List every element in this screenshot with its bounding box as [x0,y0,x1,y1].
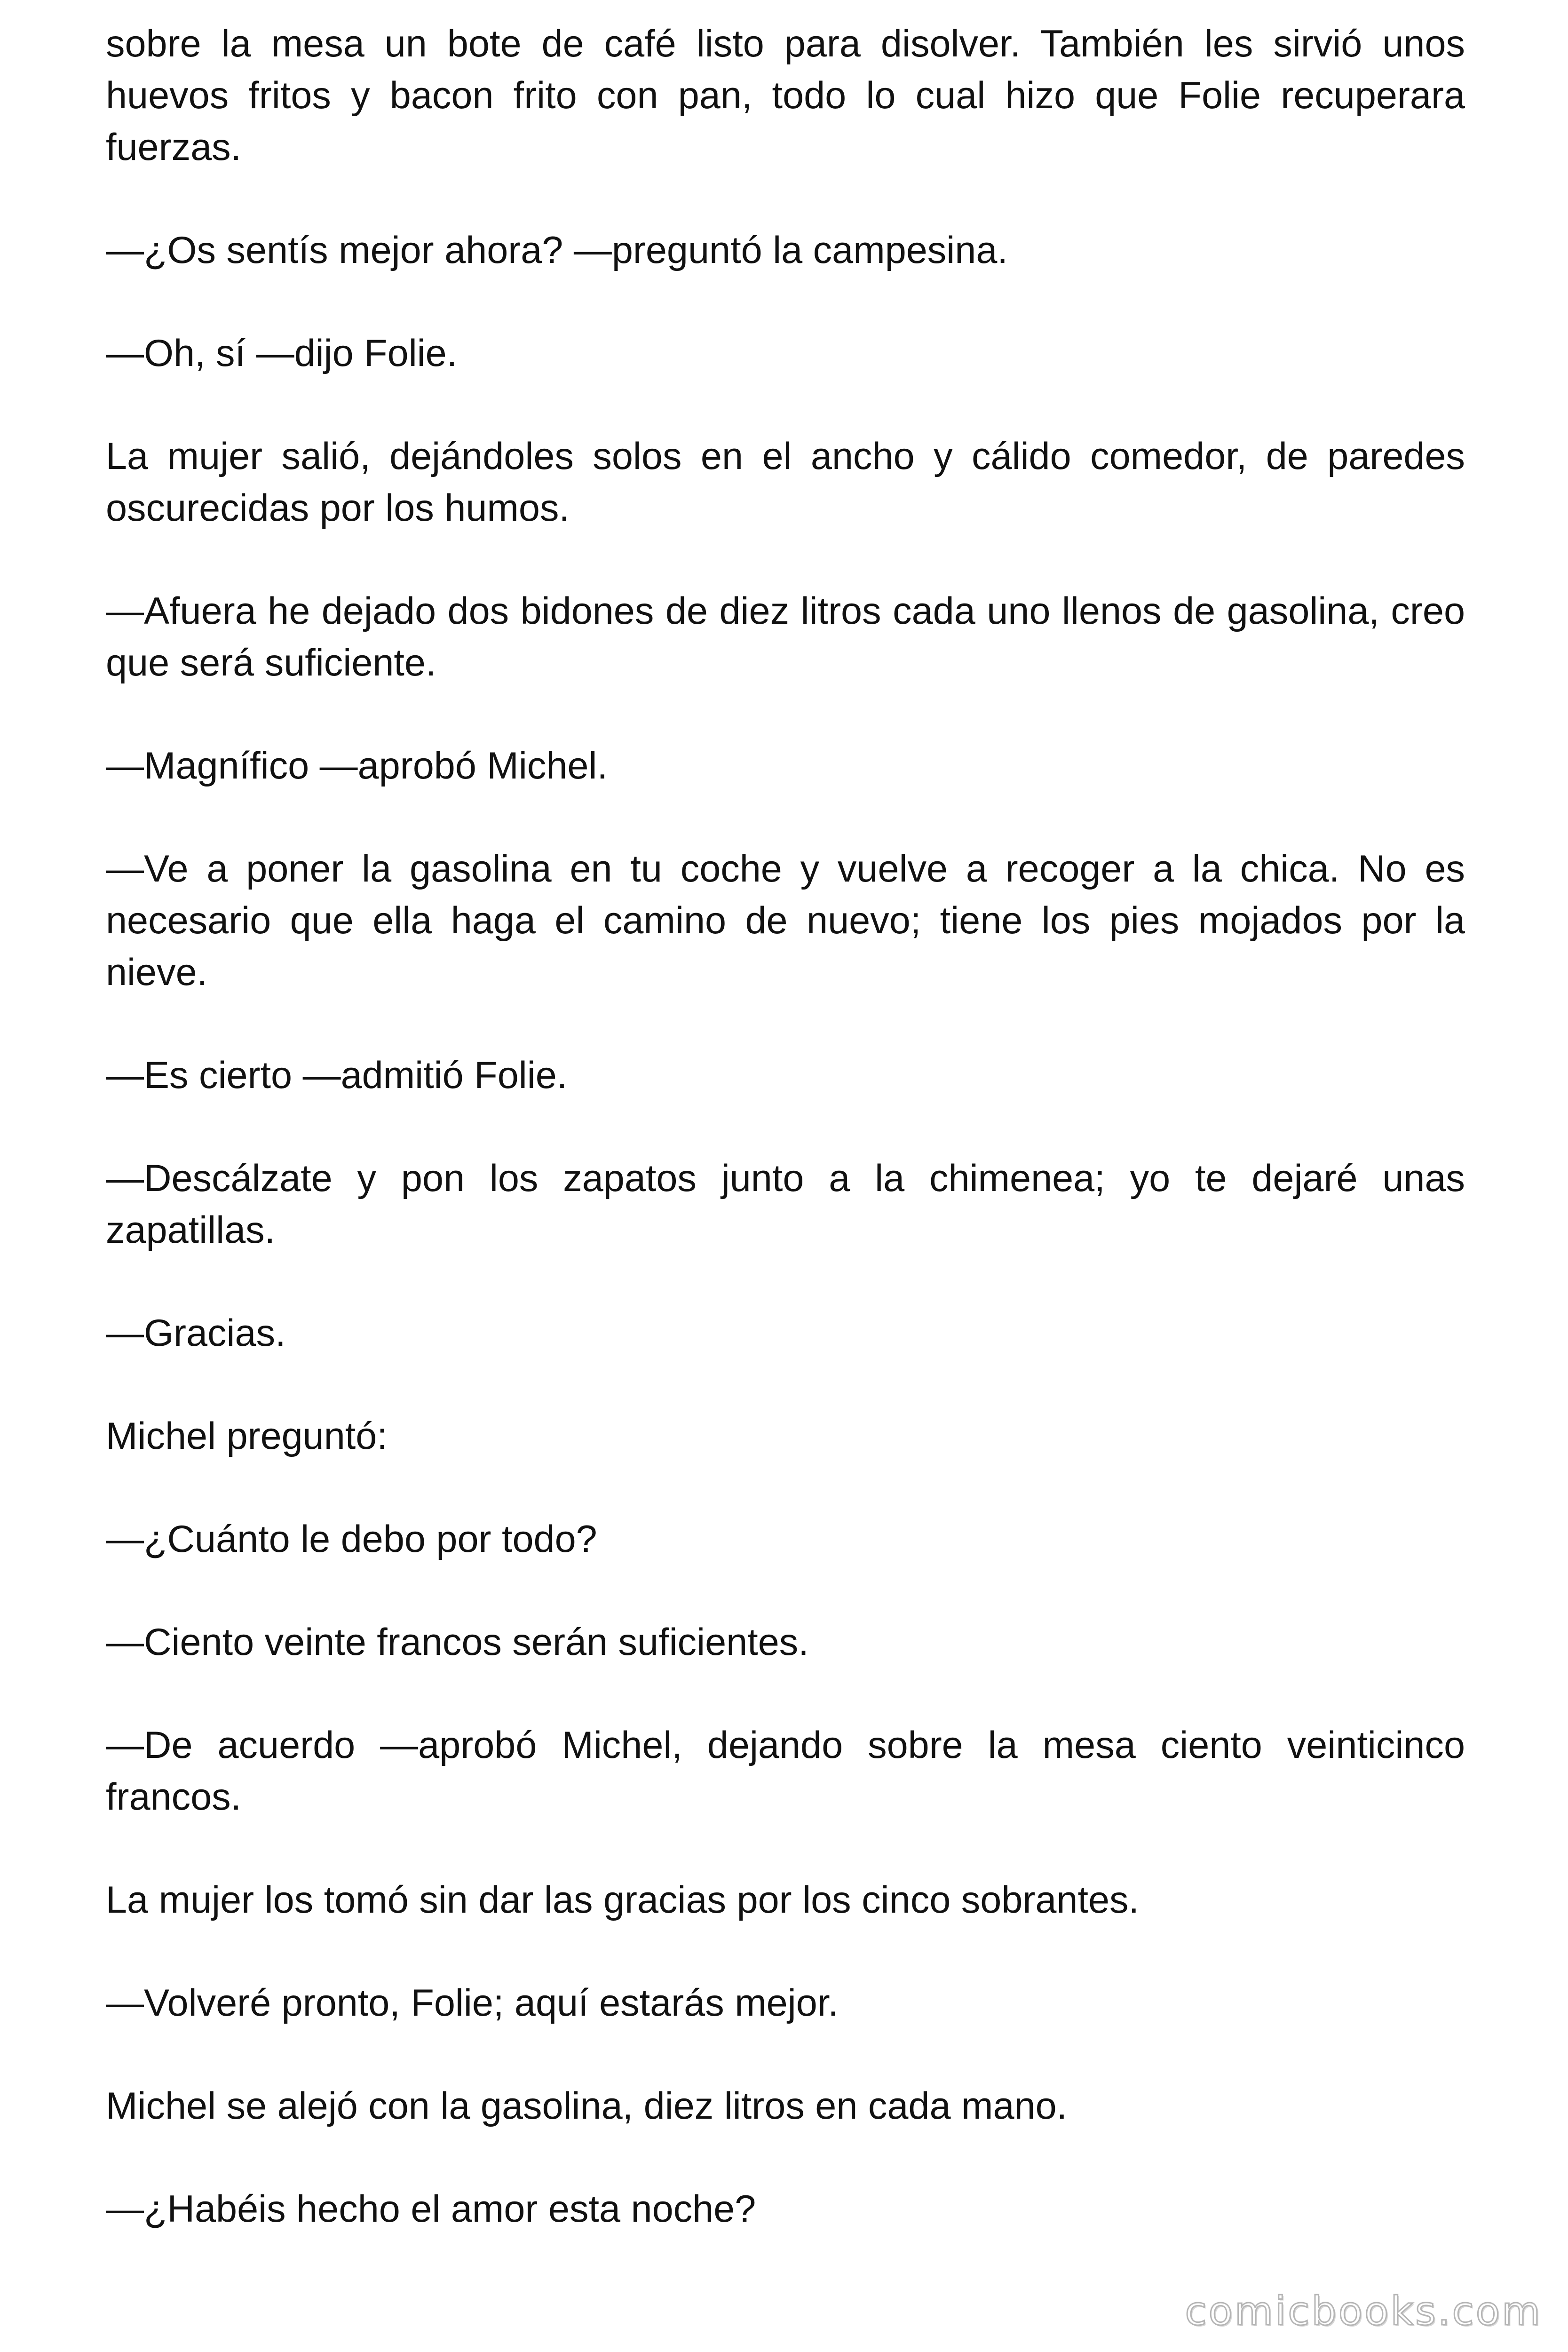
paragraph: —¿Os sentís mejor ahora? —preguntó la campesina. [106,229,1008,271]
paragraph: La mujer salió, dejándoles solos en el ancho y cálido comedor, de paredes oscurecidas por los humos. [106,435,1465,529]
paragraph: —Volveré pronto, Folie; aquí estarás mejor. [106,1982,839,2024]
paragraph: sobre la mesa un bote de café listo para disolver. También les sirvió unos huevos fritos y bacon frito con pan, todo lo cual hizo que Folie recuperara fuerzas. [106,23,1465,168]
paragraph: —Ciento veinte francos serán suficientes. [106,1621,809,1663]
paragraph: —Gracias. [106,1312,286,1354]
paragraph: Michel se alejó con la gasolina, diez litros en cada mano. [106,2085,1068,2127]
paragraph: —Oh, sí —dijo Folie. [106,332,458,374]
paragraph: La mujer los tomó sin dar las gracias por los cinco sobrantes. [106,1879,1140,1921]
paragraph: —Ve a poner la gasolina en tu coche y vuelve a recoger a la chica. No es necesario que ella haga el camino de nuevo; tiene los pies mojados por la nieve. [106,848,1465,993]
page-body [106,18,1465,2235]
paragraph: —Descálzate y pon los zapatos junto a la chimenea; yo te dejaré unas zapatillas. [106,1157,1465,1251]
watermark: comicbooks.com [1185,2288,1542,2334]
paragraph: —¿Cuánto le debo por todo? [106,1518,597,1560]
paragraph: —Afuera he dejado dos bidones de diez litros cada uno llenos de gasolina, creo que será suficiente. [106,590,1465,684]
paragraph: —¿Habéis hecho el amor esta noche? [106,2188,756,2230]
paragraph: Michel preguntó: [106,1415,388,1457]
paragraph: —Magnífico —aprobó Michel. [106,745,608,787]
paragraph: —Es cierto —admitió Folie. [106,1054,568,1097]
paragraph: —De acuerdo —aprobó Michel, dejando sobre la mesa ciento veinticinco francos. [106,1724,1465,1818]
